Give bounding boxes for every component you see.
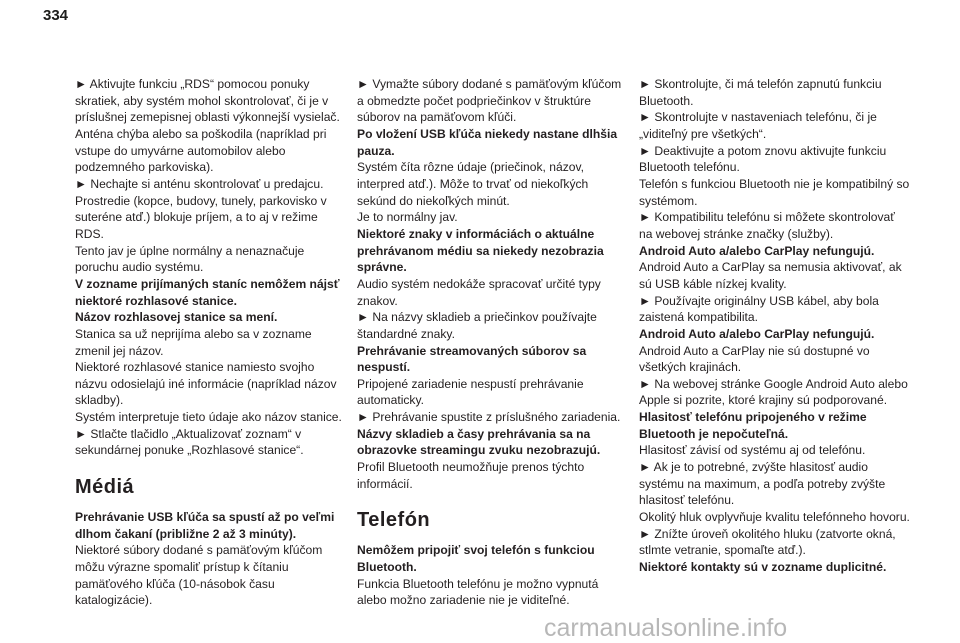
- text-column-1: [75, 76, 347, 609]
- section-heading: Médiá: [75, 476, 135, 499]
- paragraph: Hlasitosť závisí od systému aj od telefónu.: [639, 443, 866, 458]
- section-heading: Telefón: [357, 509, 431, 532]
- paragraph: ► Znížte úroveň okolitého hluku (zatvorte okná, stlmte vetranie, spomaľte atď.).: [639, 526, 896, 558]
- problem-heading: Prehrávanie streamovaných súborov sa nespustí.: [357, 343, 587, 375]
- problem-heading: Po vložení USB kľúča niekedy nastane dlhšia pauza.: [357, 126, 618, 158]
- paragraph: Prostredie (kopce, budovy, tunely, parkovisko v suteréne atď.) blokuje príjem, a to aj v režime RDS.: [75, 193, 327, 241]
- problem-heading: Nemôžem pripojiť svoj telefón s funkciou Bluetooth.: [357, 543, 595, 575]
- paragraph: Profil Bluetooth neumožňuje prenos týchto informácií.: [357, 460, 585, 491]
- paragraph: Systém interpretuje tieto údaje ako názov stanice.: [75, 410, 342, 425]
- paragraph: Audio systém nedokáže spracovať určité typy znakov.: [357, 276, 601, 308]
- text-column-2: [357, 76, 629, 609]
- paragraph: ► Na názvy skladieb a priečinkov používajte štandardné znaky.: [357, 310, 597, 341]
- paragraph: ► Deaktivujte a potom znovu aktivujte funkciu Bluetooth telefónu.: [639, 143, 887, 175]
- paragraph: ► Používajte originálny USB kábel, aby bola zaistená kompatibilita.: [639, 293, 879, 325]
- problem-heading: Prehrávanie USB kľúča sa spustí až po veľmi dlhom čakaní (približne 2 až 3 minúty).: [75, 510, 335, 541]
- paragraph: Tento jav je úplne normálny a nenaznačuje poruchu audio systému.: [75, 243, 305, 275]
- paragraph: Funkcia Bluetooth telefónu je možno vypnutá alebo možno zariadenie nie je viditeľné.: [357, 576, 599, 608]
- problem-heading: Názov rozhlasovej stanice sa mení.: [75, 310, 278, 325]
- problem-heading: Názvy skladieb a časy prehrávania sa na obrazovke streamingu zvuku nezobrazujú.: [357, 426, 601, 458]
- paragraph: ► Stlačte tlačidlo „Aktualizovať zoznam“ v sekundárnej ponuke „Rozhlasové stanice“.: [75, 426, 304, 458]
- paragraph: ► Prehrávanie spustite z príslušného zariadenia.: [357, 410, 621, 425]
- problem-heading: Android Auto a/alebo CarPlay nefungujú.: [639, 326, 875, 341]
- paragraph: Telefón s funkciou Bluetooth nie je kompatibilný so systémom.: [639, 176, 910, 208]
- problem-heading: Hlasitosť telefónu pripojeného v režime Bluetooth je nepočuteľná.: [639, 410, 867, 441]
- paragraph: ► Skontrolujte v nastaveniach telefónu, či je „viditeľný pre všetkých“.: [639, 110, 877, 141]
- paragraph: Anténa chýba alebo sa poškodila (napríklad pri vstupe do umyvárne automobilov alebo podzemného parkoviska).: [75, 126, 327, 175]
- paragraph: ► Kompatibilitu telefónu si môžete skontrolovať na webovej stránke značky (služby).: [639, 210, 895, 241]
- paragraph: Android Auto a CarPlay nie sú dostupné vo všetkých krajinách.: [639, 343, 870, 375]
- page-header: [0, 0, 960, 58]
- paragraph: Pripojené zariadenie nespustí prehrávanie automaticky.: [357, 376, 584, 408]
- paragraph: ► Ak je to potrebné, zvýšte hlasitosť audio systému na maximum, a podľa potreby zvýšte hlasitosť telefónu.: [639, 460, 886, 508]
- paragraph: ► Na webovej stránke Google Android Auto alebo Apple si pozrite, ktoré krajiny sú podporované.: [639, 376, 908, 408]
- problem-heading: Niektoré znaky v informáciách o aktuálne prehrávanom médiu sa niekedy nezobrazia správne.: [357, 226, 604, 275]
- text-column-3: [639, 76, 911, 576]
- paragraph: Okolitý hluk ovplyvňuje kvalitu telefónneho hovoru.: [639, 510, 910, 525]
- paragraph: ► Vymažte súbory dodané s pamäťovým kľúčom a obmedzte počet podpriečinkov v štruktúre súborov na pamäťovom kľúči.: [357, 77, 622, 125]
- paragraph: Android Auto a CarPlay sa nemusia aktivovať, ak sú USB káble nízkej kvality.: [639, 260, 902, 291]
- problem-heading: V zozname prijímaných staníc nemôžem nájsť niektoré rozhlasové stanice.: [75, 276, 340, 308]
- watermark: carmanualsonline.info: [544, 614, 788, 642]
- paragraph: Niektoré rozhlasové stanice namiesto svojho názvu odosielajú iné informácie (napríklad názov skladby).: [75, 360, 337, 408]
- problem-heading: Niektoré kontakty sú v zozname duplicitné.: [639, 560, 887, 575]
- paragraph: ► Nechajte si anténu skontrolovať u predajcu.: [75, 176, 324, 191]
- paragraph: Systém číta rôzne údaje (priečinok, názov, interpred atď.). Môže to trvať od niekoľkých sekúnd do niekoľkých minút.: [357, 160, 589, 208]
- problem-heading: Android Auto a/alebo CarPlay nefungujú.: [639, 243, 875, 258]
- paragraph: ► Skontrolujte, či má telefón zapnutú funkciu Bluetooth.: [639, 77, 882, 108]
- paragraph: Stanica sa už neprijíma alebo sa v zozname zmenil jej názov.: [75, 326, 312, 358]
- paragraph: Je to normálny jav.: [357, 210, 458, 225]
- paragraph: ► Aktivujte funkciu „RDS“ pomocou ponuky skratiek, aby systém mohol skontrolovať, či je v príslušnej zemepisnej oblasti výkonnejší vysielač.: [75, 77, 340, 125]
- paragraph: Niektoré súbory dodané s pamäťovým kľúčom môžu výrazne spomaliť prístup k čítaniu pamäťového kľúča (10-násobok času katalogizácie).: [75, 543, 323, 608]
- page-number: 334: [43, 7, 69, 24]
